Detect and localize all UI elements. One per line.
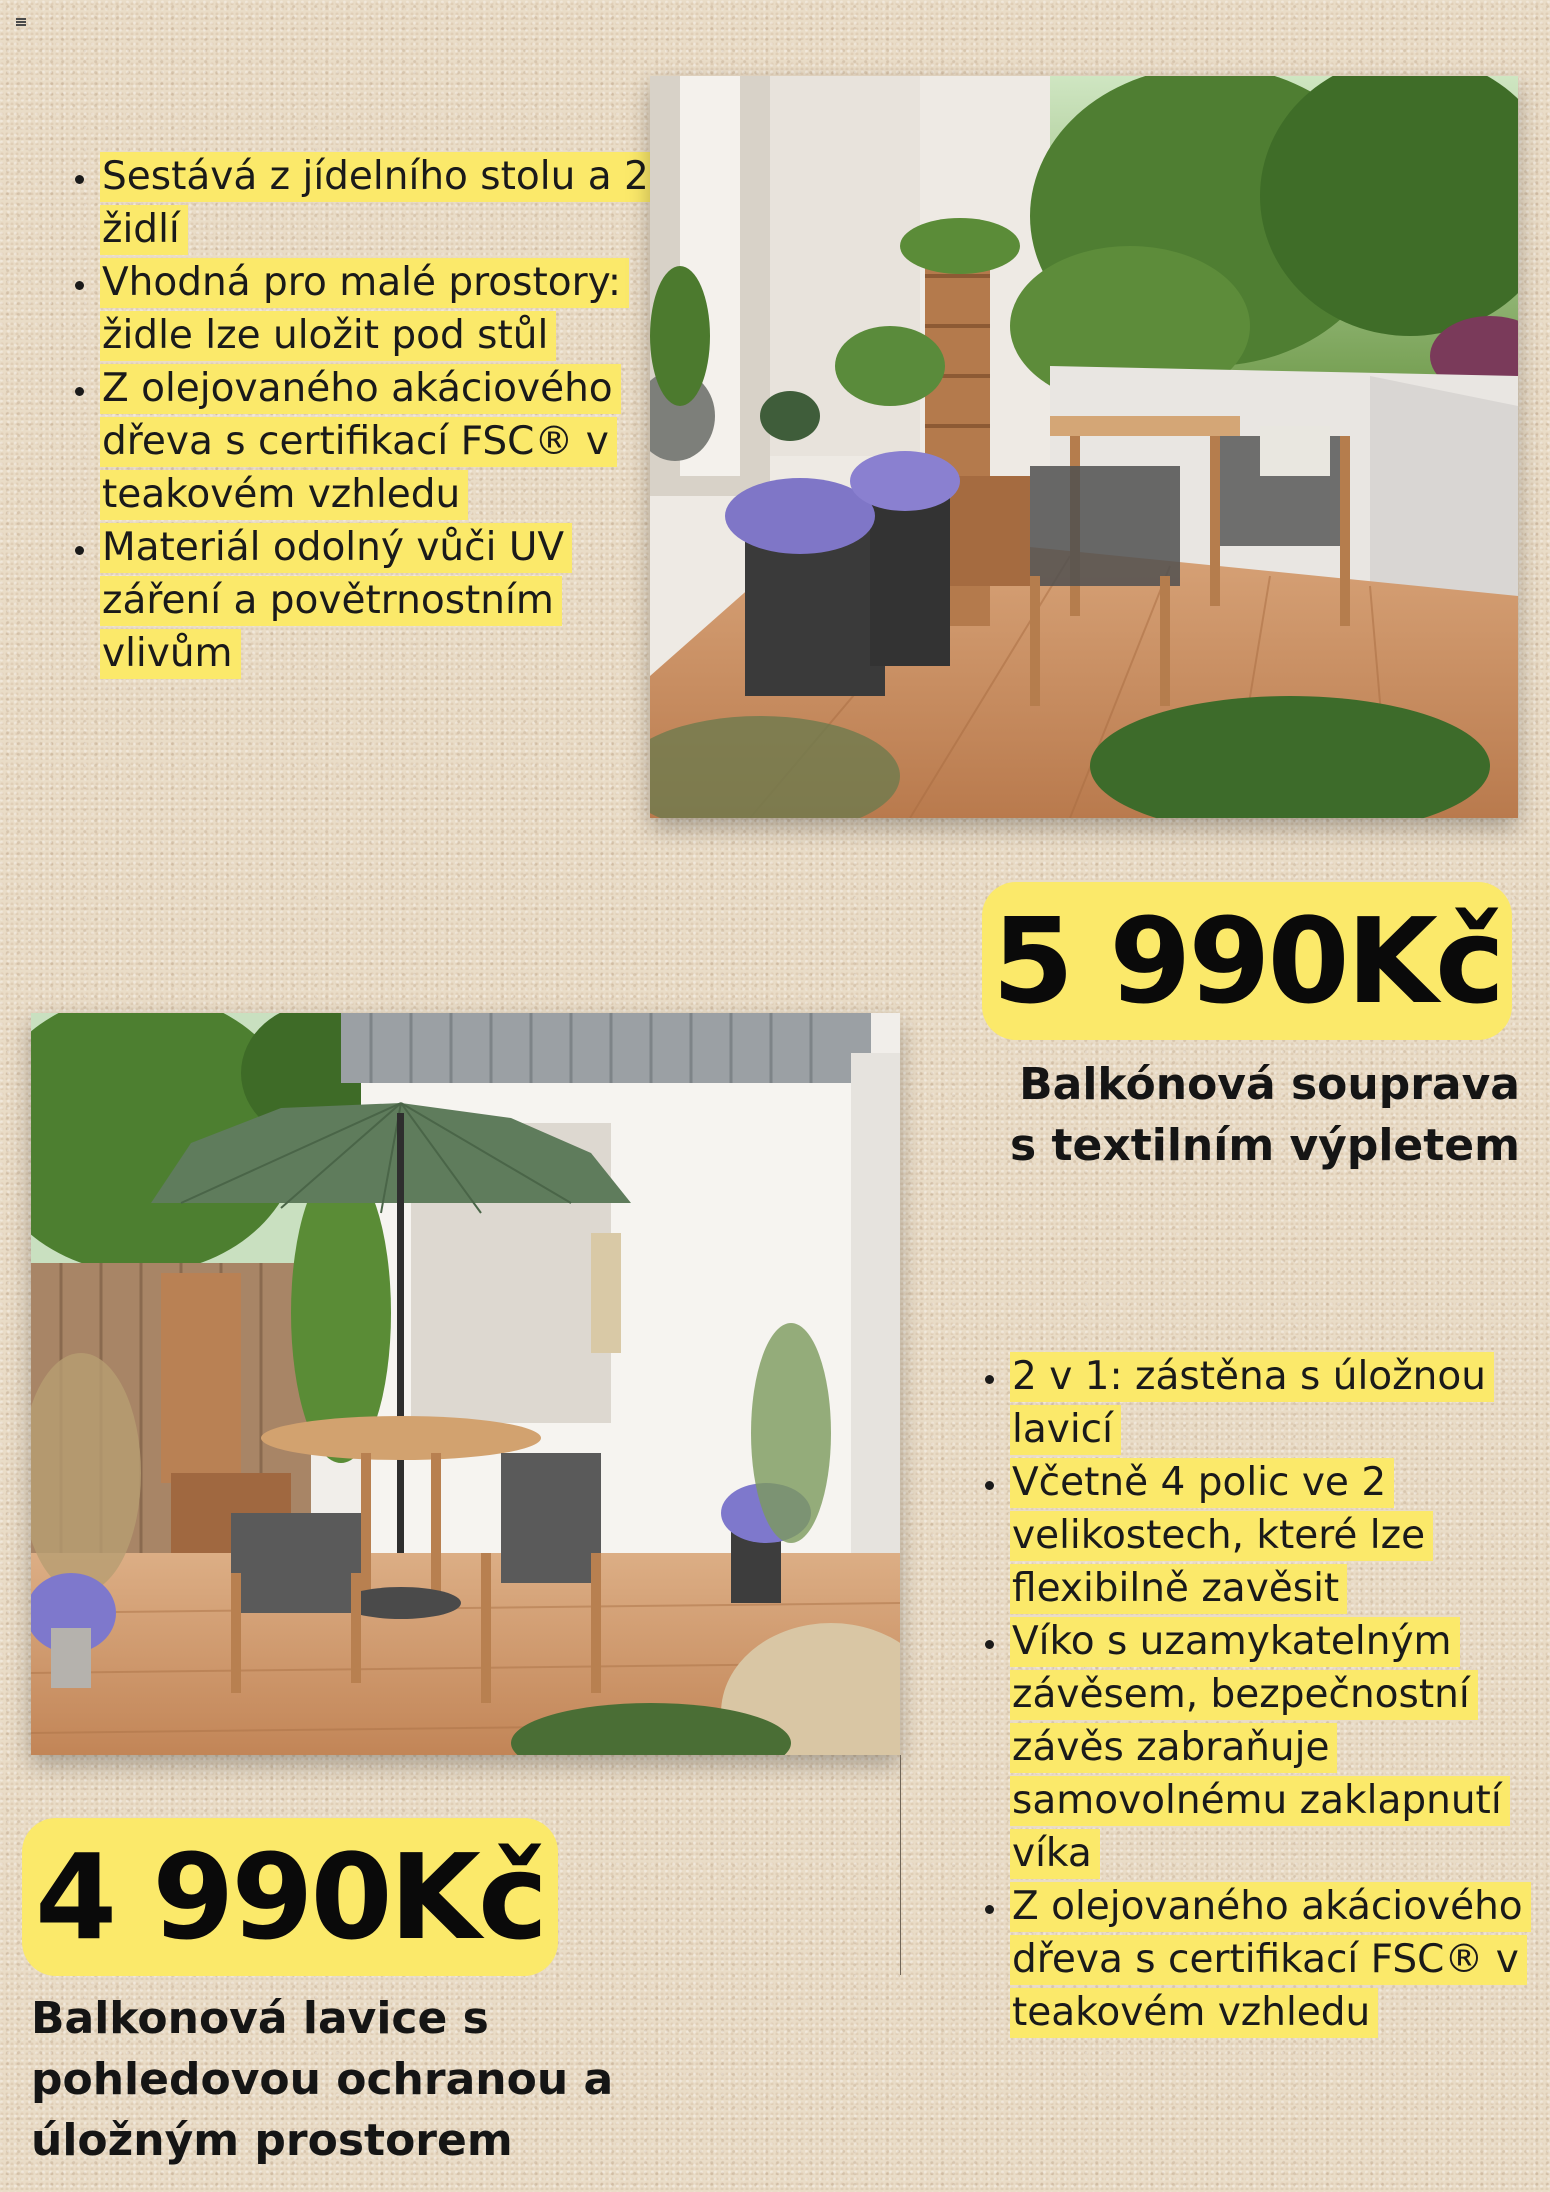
feature-item: • Vhodná pro malé prostory: židle lze uložit pod stůl — [100, 256, 660, 362]
menu-icon[interactable] — [16, 18, 26, 26]
feature-item: • Z olejovaného akáciového dřeva s certifikací FSC® v teakovém vzhledu — [100, 362, 660, 521]
product-2-feature-list — [966, 1350, 1550, 2039]
feature-item: • Materiál odolný vůči UV záření a povětrnostním vlivům — [100, 521, 660, 680]
feature-item: • 2 v 1: zástěna s úložnou lavicí — [1010, 1350, 1550, 1456]
patio-bench-photo — [31, 1013, 900, 1755]
product-2-price: 4 990Kč — [22, 1818, 558, 1976]
feature-item: • Víko s uzamykatelným závěsem, bezpečnostní závěs zabraňuje samovolnému zaklapnutí víka — [1010, 1615, 1550, 1880]
product-1-feature-list — [56, 150, 660, 680]
product-2-title: Balkonová lavice s pohledovou ochranou a úložným prostorem — [31, 1993, 614, 2166]
feature-item: • Sestává z jídelního stolu a 2 židlí — [100, 150, 660, 256]
product-1-title: Balkónová souprava s textilním výpletem — [1009, 1059, 1520, 1171]
product-1-price: 5 990Kč — [982, 882, 1512, 1040]
balcony-dining-set-photo — [650, 76, 1518, 818]
feature-item: • Včetně 4 polic ve 2 velikostech, které lze flexibilně zavěsit — [1010, 1456, 1550, 1615]
divider-line — [900, 1755, 901, 1975]
feature-item: • Z olejovaného akáciového dřeva s certifikací FSC® v teakovém vzhledu — [1010, 1880, 1550, 2039]
